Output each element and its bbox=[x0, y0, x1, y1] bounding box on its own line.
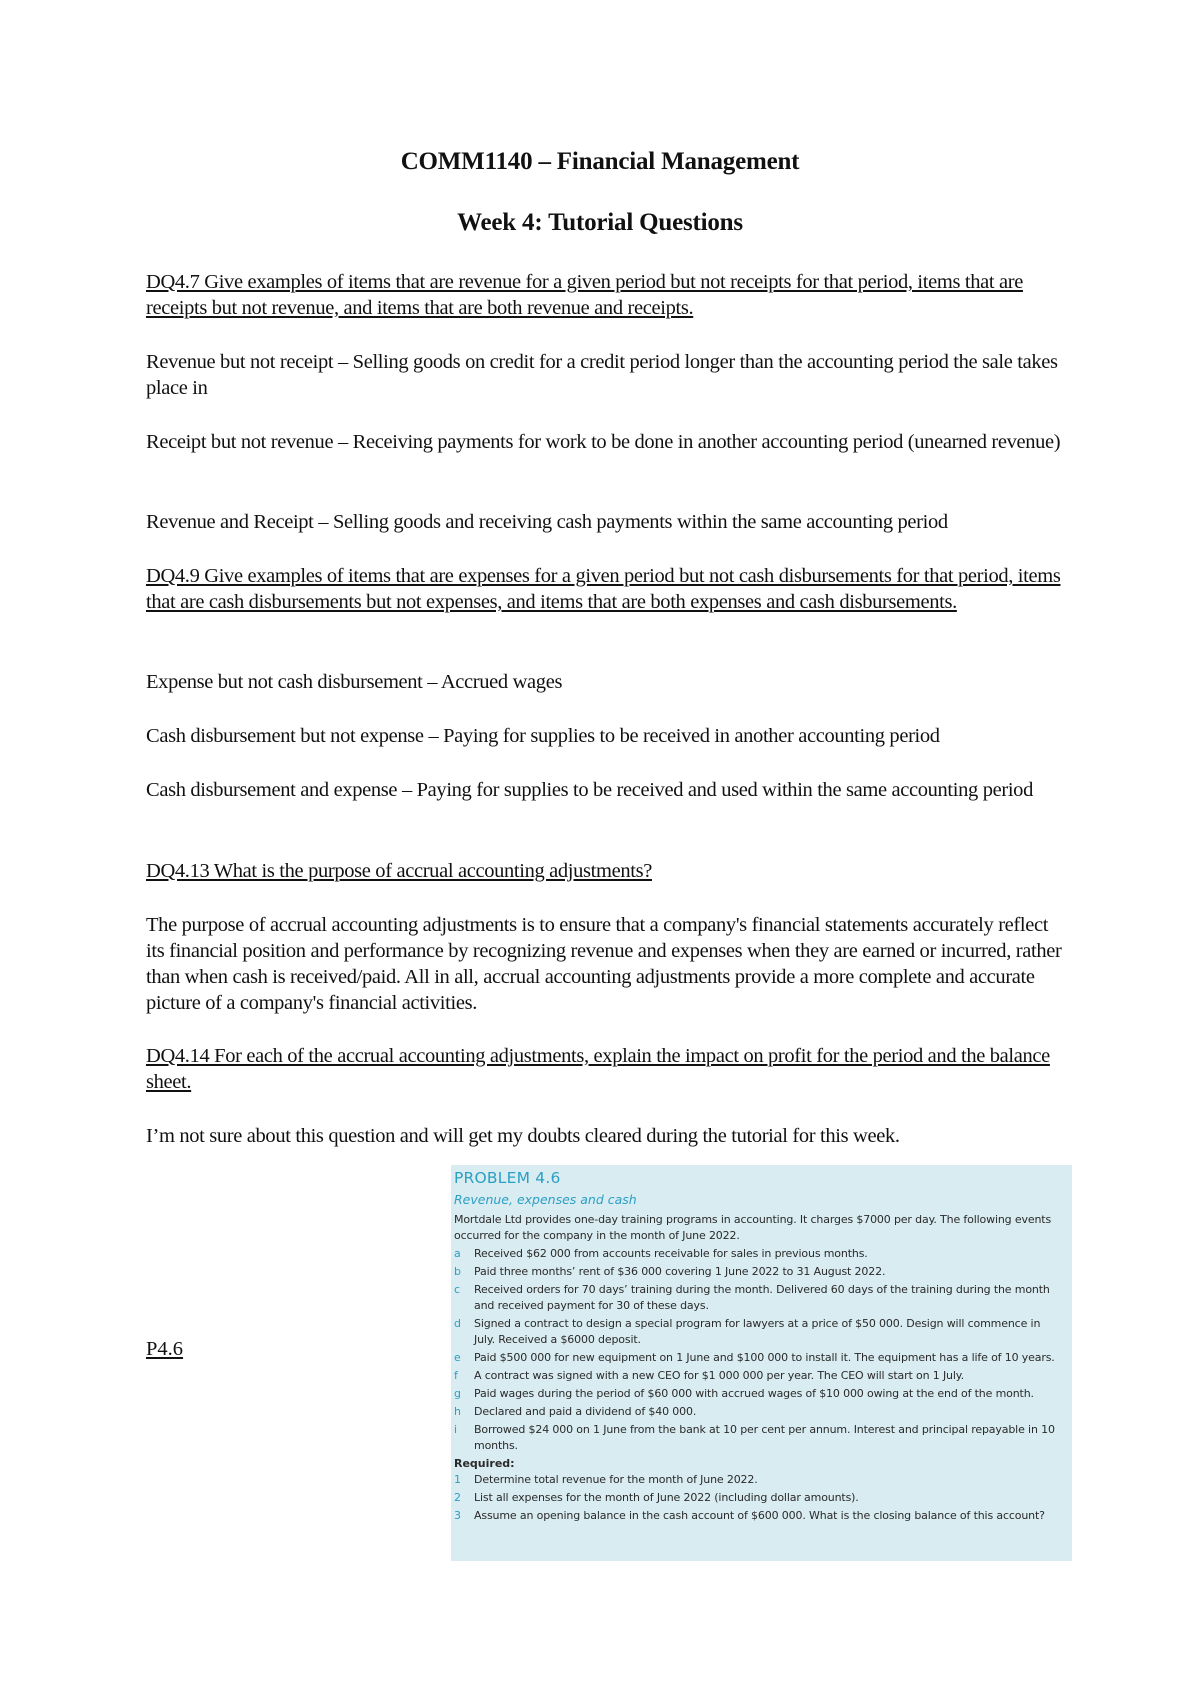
question-dq4-13: DQ4.13 What is the purpose of accrual accounting adjustments? bbox=[146, 860, 652, 882]
list-item bbox=[454, 1422, 1064, 1454]
answer-revenue-not-receipt: Revenue but not receipt – Selling goods on credit for a credit period longer than the accounting period the sale takes place in bbox=[146, 351, 1058, 399]
item-key: c bbox=[454, 1283, 460, 1296]
item-key: h bbox=[454, 1405, 461, 1418]
problem-topic: Revenue, expenses and cash bbox=[454, 1192, 637, 1207]
item-text: Declared and paid a dividend of $40 000. bbox=[474, 1405, 697, 1418]
question-dq4-7: DQ4.7 Give examples of items that are revenue for a given period but not receipts for that period, items that are receipts but not revenue, and items that are both revenue and receipts. bbox=[146, 271, 1023, 319]
item-key: a bbox=[454, 1247, 461, 1260]
list-item bbox=[454, 1246, 1064, 1262]
item-key: i bbox=[454, 1423, 457, 1436]
answer-expense-not-disbursement: Expense but not cash disbursement – Accrued wages bbox=[146, 671, 563, 693]
required-list bbox=[454, 1472, 1064, 1524]
question-dq4-14: DQ4.14 For each of the accrual accounting adjustments, explain the impact on profit for the period and the balance sheet. bbox=[146, 1045, 1050, 1093]
list-item bbox=[454, 1508, 1064, 1524]
problem-events-list bbox=[454, 1246, 1064, 1454]
list-item bbox=[454, 1404, 1064, 1420]
item-text: Paid wages during the period of $60 000 with accrued wages of $10 000 owing at the end of the month. bbox=[474, 1387, 1034, 1400]
document-subtitle: Week 4: Tutorial Questions bbox=[457, 209, 743, 236]
list-item bbox=[454, 1350, 1064, 1366]
problem-heading: PROBLEM 4.6 bbox=[454, 1169, 561, 1187]
answer-receipt-not-revenue: Receipt but not revenue – Receiving payments for work to be done in another accounting period (unearned revenue) bbox=[146, 431, 1061, 453]
item-key: f bbox=[454, 1369, 458, 1382]
answer-disbursement-and-expense: Cash disbursement and expense – Paying for supplies to be received and used within the same accounting period bbox=[146, 779, 1033, 801]
list-item bbox=[454, 1490, 1064, 1506]
document-title: COMM1140 – Financial Management bbox=[400, 148, 800, 175]
answer-not-sure: I’m not sure about this question and will get my doubts cleared during the tutorial for this week. bbox=[146, 1125, 900, 1147]
item-key: d bbox=[454, 1317, 461, 1330]
list-item bbox=[454, 1316, 1064, 1348]
list-item bbox=[454, 1264, 1064, 1280]
list-item bbox=[454, 1282, 1064, 1314]
list-item bbox=[454, 1386, 1064, 1402]
item-key: g bbox=[454, 1387, 461, 1400]
item-text: Paid three months’ rent of $36 000 covering 1 June 2022 to 31 August 2022. bbox=[474, 1265, 886, 1278]
answer-accrual-purpose: The purpose of accrual accounting adjustments is to ensure that a company's financial statements accurately reflect its financial position and performance by recognizing revenue and expenses when they are earned or incurred, rather than when cash is received/paid. All in all, accrual accounting adjustments provide a more complete and accurate picture of a company's financial activities. bbox=[146, 914, 1062, 1014]
problem-label-p4-6: P4.6 bbox=[146, 1338, 184, 1360]
question-dq4-9: DQ4.9 Give examples of items that are expenses for a given period but not cash disbursements for that period, items that are cash disbursements but not expenses, and items that are both expenses and cash disbursements. bbox=[146, 565, 1061, 613]
list-item bbox=[454, 1472, 1064, 1488]
problem-4-6-box bbox=[451, 1165, 1072, 1561]
list-item bbox=[454, 1368, 1064, 1384]
item-key: e bbox=[454, 1351, 461, 1364]
item-text: Received $62 000 from accounts receivable for sales in previous months. bbox=[474, 1247, 868, 1260]
item-text: List all expenses for the month of June 2022 (including dollar amounts). bbox=[474, 1491, 859, 1504]
item-key: b bbox=[454, 1265, 461, 1278]
item-text: Borrowed $24 000 on 1 June from the bank at 10 per cent per annum. Interest and principal repayable in 10 months. bbox=[474, 1423, 1055, 1452]
required-label: Required: bbox=[454, 1457, 515, 1470]
item-key: 1 bbox=[454, 1473, 461, 1486]
answer-revenue-and-receipt: Revenue and Receipt – Selling goods and receiving cash payments within the same accounting period bbox=[146, 511, 948, 533]
item-text: A contract was signed with a new CEO for $1 000 000 per year. The CEO will start on 1 July. bbox=[474, 1369, 964, 1382]
problem-intro: Mortdale Ltd provides one-day training programs in accounting. It charges $7000 per day. The following events occurred for the company in the month of June 2022. bbox=[454, 1213, 1052, 1242]
item-key: 2 bbox=[454, 1491, 461, 1504]
item-text: Determine total revenue for the month of June 2022. bbox=[474, 1473, 758, 1486]
item-text: Signed a contract to design a special program for lawyers at a price of $50 000. Design will commence in July. Received a $6000 deposit. bbox=[474, 1317, 1041, 1346]
item-key: 3 bbox=[454, 1509, 461, 1522]
item-text: Assume an opening balance in the cash account of $600 000. What is the closing balance of this account? bbox=[474, 1509, 1045, 1522]
item-text: Paid $500 000 for new equipment on 1 June and $100 000 to install it. The equipment has a life of 10 years. bbox=[474, 1351, 1055, 1364]
answer-disbursement-not-expense: Cash disbursement but not expense – Paying for supplies to be received in another accounting period bbox=[146, 725, 940, 747]
item-text: Received orders for 70 days’ training during the month. Delivered 60 days of the training during the month and received payment for 30 of these days. bbox=[474, 1283, 1050, 1312]
